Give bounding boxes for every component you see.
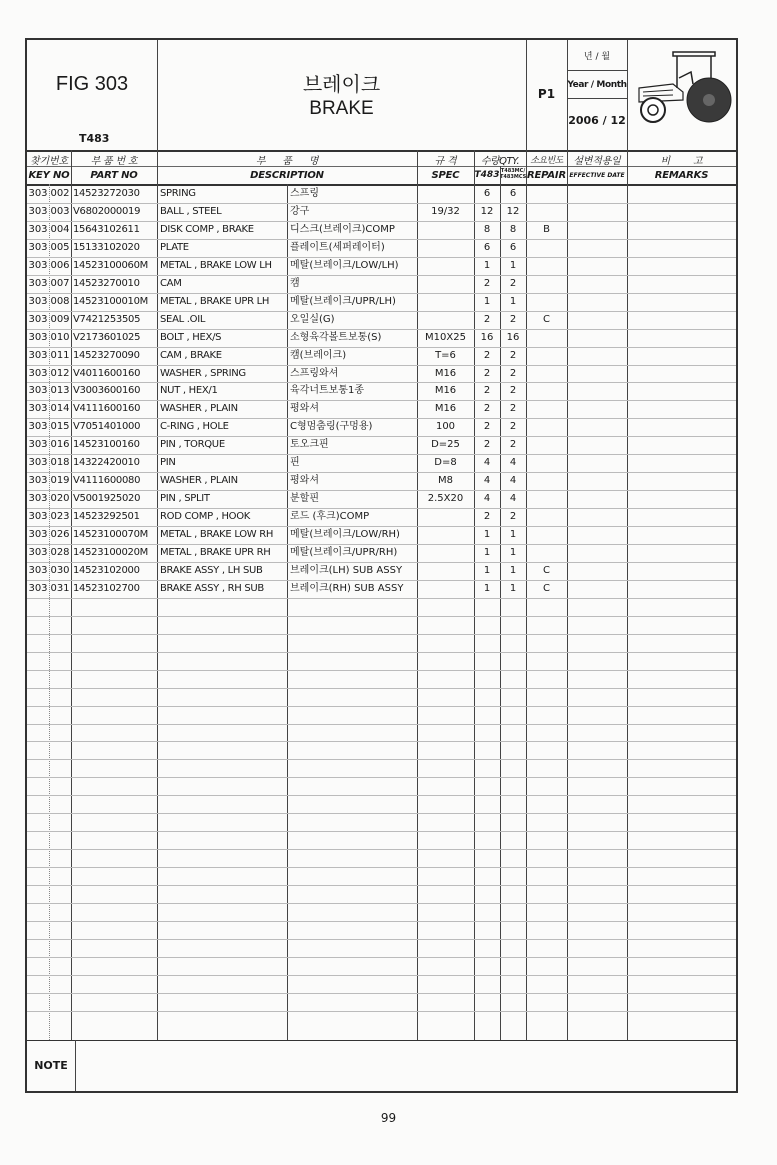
col-desc-kr: 부 품 명 — [255, 156, 319, 167]
title-korean: 브레이크 — [302, 72, 381, 96]
qty-t483mc-cell: 2 — [509, 313, 517, 325]
description-kr-cell: 메탈(브레이크/LOW/LH) — [290, 259, 399, 271]
description-en-cell: BALL , STEEL — [160, 205, 222, 217]
table-row — [27, 276, 736, 294]
description-en-cell: ROD COMP , HOOK — [160, 511, 251, 523]
grid-row-line — [27, 1011, 736, 1012]
key-number-cell: 011 — [50, 349, 70, 361]
key-number-cell: 009 — [50, 313, 70, 325]
description-en-cell: BRAKE ASSY , LH SUB — [160, 564, 263, 576]
grid-row-line — [27, 849, 736, 850]
fig-number-cell: 303 — [28, 475, 48, 487]
grid-row-line — [27, 975, 736, 976]
repair-cell: C — [543, 564, 550, 576]
effective-date: 2006 / 12 — [568, 114, 626, 127]
year-month-english: Year / Month — [567, 80, 627, 90]
grid-row-line — [27, 616, 736, 617]
description-en-cell: WASHER , SPRING — [160, 367, 246, 379]
table-row — [27, 419, 736, 437]
fig-number-cell: 303 — [28, 295, 48, 307]
table-row — [27, 491, 736, 509]
description-kr-cell: 브레이크(LH) SUB ASSY — [290, 564, 403, 576]
col-qty-t483mc: T483MC/ T483MCS — [500, 168, 527, 180]
qty-t483mc-cell: 1 — [509, 547, 517, 558]
spec-cell: M10X25 — [425, 331, 466, 343]
table-row — [27, 401, 736, 419]
fig-number-cell: 303 — [28, 493, 48, 505]
description-kr-cell: 강구 — [290, 205, 310, 217]
grid-row-line — [27, 688, 736, 689]
description-kr-cell: 스프링와셔 — [290, 367, 339, 379]
year-month-korean: 년 / 월 — [583, 52, 611, 62]
col-eff-en: EFFECTIVE DATE — [569, 172, 625, 179]
grid-row-line — [27, 795, 736, 796]
grid-row-line — [27, 993, 736, 994]
tractor-icon — [633, 48, 733, 128]
fig-number-cell: 303 — [28, 564, 48, 576]
fig-number-cell: 303 — [28, 511, 48, 523]
description-en-cell: PIN , SPLIT — [160, 493, 210, 505]
description-en-cell: PLATE — [160, 241, 189, 253]
key-number-cell: 015 — [50, 421, 70, 433]
part-number-cell: V7421253505 — [73, 313, 141, 325]
table-row — [27, 222, 736, 240]
fig-number-cell: 303 — [28, 277, 48, 289]
qty-t483-cell: 2 — [483, 511, 491, 523]
spec-cell: M16 — [434, 403, 457, 415]
part-number-cell: 14523100070M — [73, 529, 149, 541]
table-row — [27, 312, 736, 330]
part-number-cell: V4011600160 — [73, 367, 141, 379]
col-repair-en: REPAIR — [527, 170, 566, 181]
table-row — [27, 330, 736, 348]
part-number-cell: 14523270090 — [73, 349, 140, 361]
qty-t483mc-cell: 2 — [509, 421, 517, 433]
qty-t483-cell: 4 — [483, 457, 491, 469]
qty-t483mc-cell: 2 — [509, 349, 517, 361]
qty-t483mc-cell: 16 — [506, 331, 520, 343]
spec-cell: M8 — [438, 475, 453, 487]
qty-t483-cell: 8 — [483, 223, 491, 235]
grid-row-line — [27, 957, 736, 958]
description-kr-cell: 스프링 — [290, 188, 319, 199]
part-number-cell: 15643102611 — [73, 223, 140, 235]
col-key-kr: 찾기번호 — [30, 156, 68, 167]
qty-t483-cell: 2 — [483, 367, 491, 379]
fig-number-cell: 303 — [28, 582, 48, 594]
qty-t483-cell: 1 — [483, 564, 491, 576]
qty-t483mc-cell: 2 — [509, 511, 517, 523]
qty-t483mc-cell: 2 — [509, 385, 517, 397]
spec-cell: 19/32 — [431, 205, 460, 217]
spec-cell: 100 — [435, 421, 456, 433]
description-kr-cell: 캠 — [290, 277, 300, 289]
table-row — [27, 581, 736, 599]
table-row — [27, 366, 736, 384]
grid-row-line — [27, 706, 736, 707]
qty-t483-cell: 6 — [483, 188, 491, 199]
part-number-cell: V2173601025 — [73, 331, 141, 343]
col-qty-t483: T483 — [474, 170, 500, 180]
description-en-cell: SEAL .OIL — [160, 313, 206, 325]
description-kr-cell: C형멈춤링(구멍용) — [290, 421, 373, 433]
grid-row-line — [27, 670, 736, 671]
description-kr-cell: 토오크핀 — [290, 439, 329, 451]
qty-t483mc-cell: 6 — [509, 188, 517, 199]
table-row — [27, 383, 736, 401]
description-en-cell: SPRING — [160, 188, 196, 199]
fig-number-cell: 303 — [28, 223, 48, 235]
page-code: P1 — [537, 87, 556, 101]
key-number-cell: 013 — [50, 385, 70, 397]
qty-t483-cell: 1 — [483, 295, 491, 307]
description-en-cell: METAL , BRAKE UPR LH — [160, 295, 270, 307]
key-number-cell: 010 — [50, 331, 70, 343]
page-number: 99 — [380, 1111, 397, 1125]
grid-row-line — [27, 634, 736, 635]
part-number-cell: V6802000019 — [73, 205, 141, 217]
description-kr-cell: 평와셔 — [290, 403, 319, 415]
model-label: T483 — [79, 132, 110, 145]
qty-t483mc-cell: 4 — [509, 475, 517, 487]
col-key-en: KEY NO — [28, 170, 70, 181]
grid-row-line — [27, 831, 736, 832]
table-row — [27, 455, 736, 473]
description-en-cell: METAL , BRAKE UPR RH — [160, 547, 271, 558]
fig-number-cell: 303 — [28, 259, 48, 271]
col-desc-en: DESCRIPTION — [250, 170, 324, 181]
key-number-cell: 016 — [50, 439, 70, 451]
fig-number-cell: 303 — [28, 205, 48, 217]
description-en-cell: CAM — [160, 277, 182, 289]
title-english: BRAKE — [309, 98, 374, 119]
col-spec-kr: 규 격 — [434, 156, 457, 167]
fig-number-cell: 303 — [28, 367, 48, 379]
table-row — [27, 545, 736, 563]
grid-row-line — [27, 813, 736, 814]
description-kr-cell: 소형육각볼트보통(S) — [290, 331, 382, 343]
repair-cell: C — [543, 582, 550, 594]
qty-t483mc-cell: 1 — [509, 259, 517, 271]
col-part-kr: 부 품 번 호 — [90, 156, 138, 167]
part-number-cell: 14523102700 — [73, 582, 140, 594]
description-kr-cell: 평와셔 — [290, 475, 319, 487]
key-number-cell: 012 — [50, 367, 70, 379]
qty-t483-cell: 12 — [480, 205, 494, 217]
qty-t483mc-cell: 1 — [509, 529, 517, 541]
spec-cell: 2.5X20 — [427, 493, 464, 505]
grid-row-line — [27, 652, 736, 653]
col-spec-en: SPEC — [431, 170, 460, 181]
part-number-cell: 14523100060M — [73, 259, 149, 271]
qty-t483-cell: 2 — [483, 313, 491, 325]
part-number-cell: V4111600080 — [73, 475, 141, 487]
key-number-cell: 006 — [50, 259, 70, 271]
grid-row-line — [27, 724, 736, 725]
part-number-cell: 14523100020M — [73, 547, 149, 558]
fig-number-cell: 303 — [28, 403, 48, 415]
part-number-cell: V3003600160 — [73, 385, 141, 397]
part-number-cell: 14523272030 — [73, 188, 140, 199]
key-number-cell: 004 — [50, 223, 70, 235]
qty-t483-cell: 2 — [483, 439, 491, 451]
description-kr-cell: 메탈(브레이크/UPR/RH) — [290, 547, 398, 558]
qty-t483mc-cell: 1 — [509, 295, 517, 307]
description-en-cell: BRAKE ASSY , RH SUB — [160, 582, 264, 594]
qty-t483-cell: 6 — [483, 241, 491, 253]
col-repair-kr: 소요빈도 — [530, 156, 563, 166]
col-remarks-en: REMARKS — [654, 170, 709, 181]
qty-t483mc-cell: 1 — [509, 582, 517, 594]
table-row — [27, 473, 736, 491]
key-number-cell: 014 — [50, 403, 70, 415]
fig-number-cell: 303 — [28, 188, 48, 199]
part-number-cell: V5001925020 — [73, 493, 141, 505]
part-number-cell: 14523292501 — [73, 511, 140, 523]
qty-t483mc-cell: 2 — [509, 367, 517, 379]
part-number-cell: V7051401000 — [73, 421, 141, 433]
key-number-cell: 005 — [50, 241, 70, 253]
fig-number-cell: 303 — [28, 241, 48, 253]
qty-t483-cell: 2 — [483, 277, 491, 289]
qty-t483mc-cell: 2 — [509, 439, 517, 451]
description-kr-cell: 핀 — [290, 457, 300, 469]
table-row — [27, 437, 736, 455]
grid-row-line — [27, 741, 736, 742]
fig-number-cell: 303 — [28, 385, 48, 397]
key-number-cell: 019 — [50, 475, 70, 487]
description-en-cell: DISK COMP , BRAKE — [160, 223, 254, 235]
fig-number-cell: 303 — [28, 313, 48, 325]
qty-t483-cell: 2 — [483, 349, 491, 361]
grid-row-line — [27, 939, 736, 940]
spec-cell: D=8 — [434, 457, 457, 469]
fig-number-cell: 303 — [28, 421, 48, 433]
qty-t483mc-cell: 4 — [509, 457, 517, 469]
qty-t483-cell: 1 — [483, 547, 491, 558]
part-number-cell: 14523102000 — [73, 564, 140, 576]
repair-cell: B — [543, 223, 550, 235]
key-number-cell: 028 — [50, 547, 70, 558]
fig-number-cell: 303 — [28, 439, 48, 451]
key-number-cell: 020 — [50, 493, 70, 505]
grid-row-line — [27, 885, 736, 886]
parts-sheet — [25, 38, 738, 1093]
table-row — [27, 563, 736, 581]
table-row — [27, 509, 736, 527]
qty-t483-cell: 1 — [483, 259, 491, 271]
key-number-cell: 003 — [50, 205, 70, 217]
qty-t483-cell: 2 — [483, 385, 491, 397]
description-kr-cell: 분할핀 — [290, 493, 319, 505]
description-en-cell: METAL , BRAKE LOW LH — [160, 259, 272, 271]
fig-number-cell: 303 — [28, 457, 48, 469]
description-en-cell: METAL , BRAKE LOW RH — [160, 529, 274, 541]
qty-t483-cell: 2 — [483, 403, 491, 415]
description-en-cell: WASHER , PLAIN — [160, 475, 238, 487]
key-number-cell: 030 — [50, 564, 70, 576]
fig-number-cell: 303 — [28, 349, 48, 361]
part-number-cell: V4111600160 — [73, 403, 141, 415]
grid-row-line — [27, 759, 736, 760]
table-row — [27, 186, 736, 204]
part-number-cell: 14523270010 — [73, 277, 140, 289]
description-en-cell: BOLT , HEX/S — [160, 331, 222, 343]
description-en-cell: CAM , BRAKE — [160, 349, 222, 361]
grid-row-line — [27, 903, 736, 904]
fig-number: FIG 303 — [55, 73, 129, 95]
qty-t483-cell: 2 — [483, 421, 491, 433]
qty-t483-cell: 4 — [483, 475, 491, 487]
table-row — [27, 348, 736, 366]
description-en-cell: NUT , HEX/1 — [160, 385, 218, 397]
qty-t483-cell: 4 — [483, 493, 491, 505]
part-number-cell: 14523100160 — [73, 439, 140, 451]
part-number-cell: 14322420010 — [73, 457, 140, 469]
qty-t483-cell: 1 — [483, 529, 491, 541]
description-kr-cell: 캠(브레이크) — [290, 349, 347, 361]
key-number-cell: 002 — [50, 188, 70, 199]
description-kr-cell: 디스크(브레이크)COMP — [290, 223, 395, 235]
spec-cell: M16 — [434, 367, 457, 379]
table-row — [27, 258, 736, 276]
description-en-cell: PIN — [160, 457, 176, 469]
description-kr-cell: 플레이트(세퍼레이터) — [290, 241, 385, 253]
col-part-en: PART NO — [90, 170, 138, 181]
key-number-cell: 018 — [50, 457, 70, 469]
key-number-cell: 008 — [50, 295, 70, 307]
fig-number-cell: 303 — [28, 529, 48, 541]
spec-cell: T=6 — [435, 349, 456, 361]
description-kr-cell: 메탈(브레이크/LOW/RH) — [290, 529, 400, 541]
col-remarks-kr: 비 고 — [660, 156, 703, 167]
part-number-cell: 14523100010M — [73, 295, 149, 307]
qty-t483mc-cell: 2 — [509, 277, 517, 289]
qty-t483mc-cell: 4 — [509, 493, 517, 505]
description-en-cell: C-RING , HOLE — [160, 421, 229, 433]
qty-t483-cell: 1 — [483, 582, 491, 594]
table-row — [27, 527, 736, 545]
description-kr-cell: 오일실(G) — [290, 313, 335, 325]
description-en-cell: PIN , TORQUE — [160, 439, 225, 451]
spec-cell: M16 — [434, 385, 457, 397]
description-en-cell: WASHER , PLAIN — [160, 403, 238, 415]
grid-row-line — [27, 867, 736, 868]
part-number-cell: 15133102020 — [73, 241, 140, 253]
table-row — [27, 294, 736, 312]
description-kr-cell: 로드 (후크)COMP — [290, 511, 370, 523]
table-row — [27, 204, 736, 222]
col-qty-kr: 수량QTY. — [480, 156, 520, 167]
fig-number-cell: 303 — [28, 547, 48, 558]
grid-row-line — [27, 921, 736, 922]
qty-t483mc-cell: 12 — [506, 205, 520, 217]
key-number-cell: 007 — [50, 277, 70, 289]
qty-t483mc-cell: 6 — [509, 241, 517, 253]
qty-t483-cell: 16 — [480, 331, 494, 343]
grid-row-line — [27, 777, 736, 778]
spec-cell: D=25 — [431, 439, 460, 451]
qty-t483mc-cell: 1 — [509, 564, 517, 576]
note-label: NOTE — [34, 1059, 68, 1072]
fig-number-cell: 303 — [28, 331, 48, 343]
key-number-cell: 023 — [50, 511, 70, 523]
description-kr-cell: 육각너트보통1종 — [290, 385, 364, 397]
table-row — [27, 240, 736, 258]
description-kr-cell: 브레이크(RH) SUB ASSY — [290, 582, 404, 594]
qty-t483mc-cell: 2 — [509, 403, 517, 415]
qty-t483mc-cell: 8 — [509, 223, 517, 235]
key-number-cell: 026 — [50, 529, 70, 541]
repair-cell: C — [543, 313, 550, 325]
key-number-cell: 031 — [50, 582, 70, 594]
col-eff-kr: 설변적용일 — [573, 156, 621, 167]
description-kr-cell: 메탈(브레이크/UPR/LH) — [290, 295, 396, 307]
